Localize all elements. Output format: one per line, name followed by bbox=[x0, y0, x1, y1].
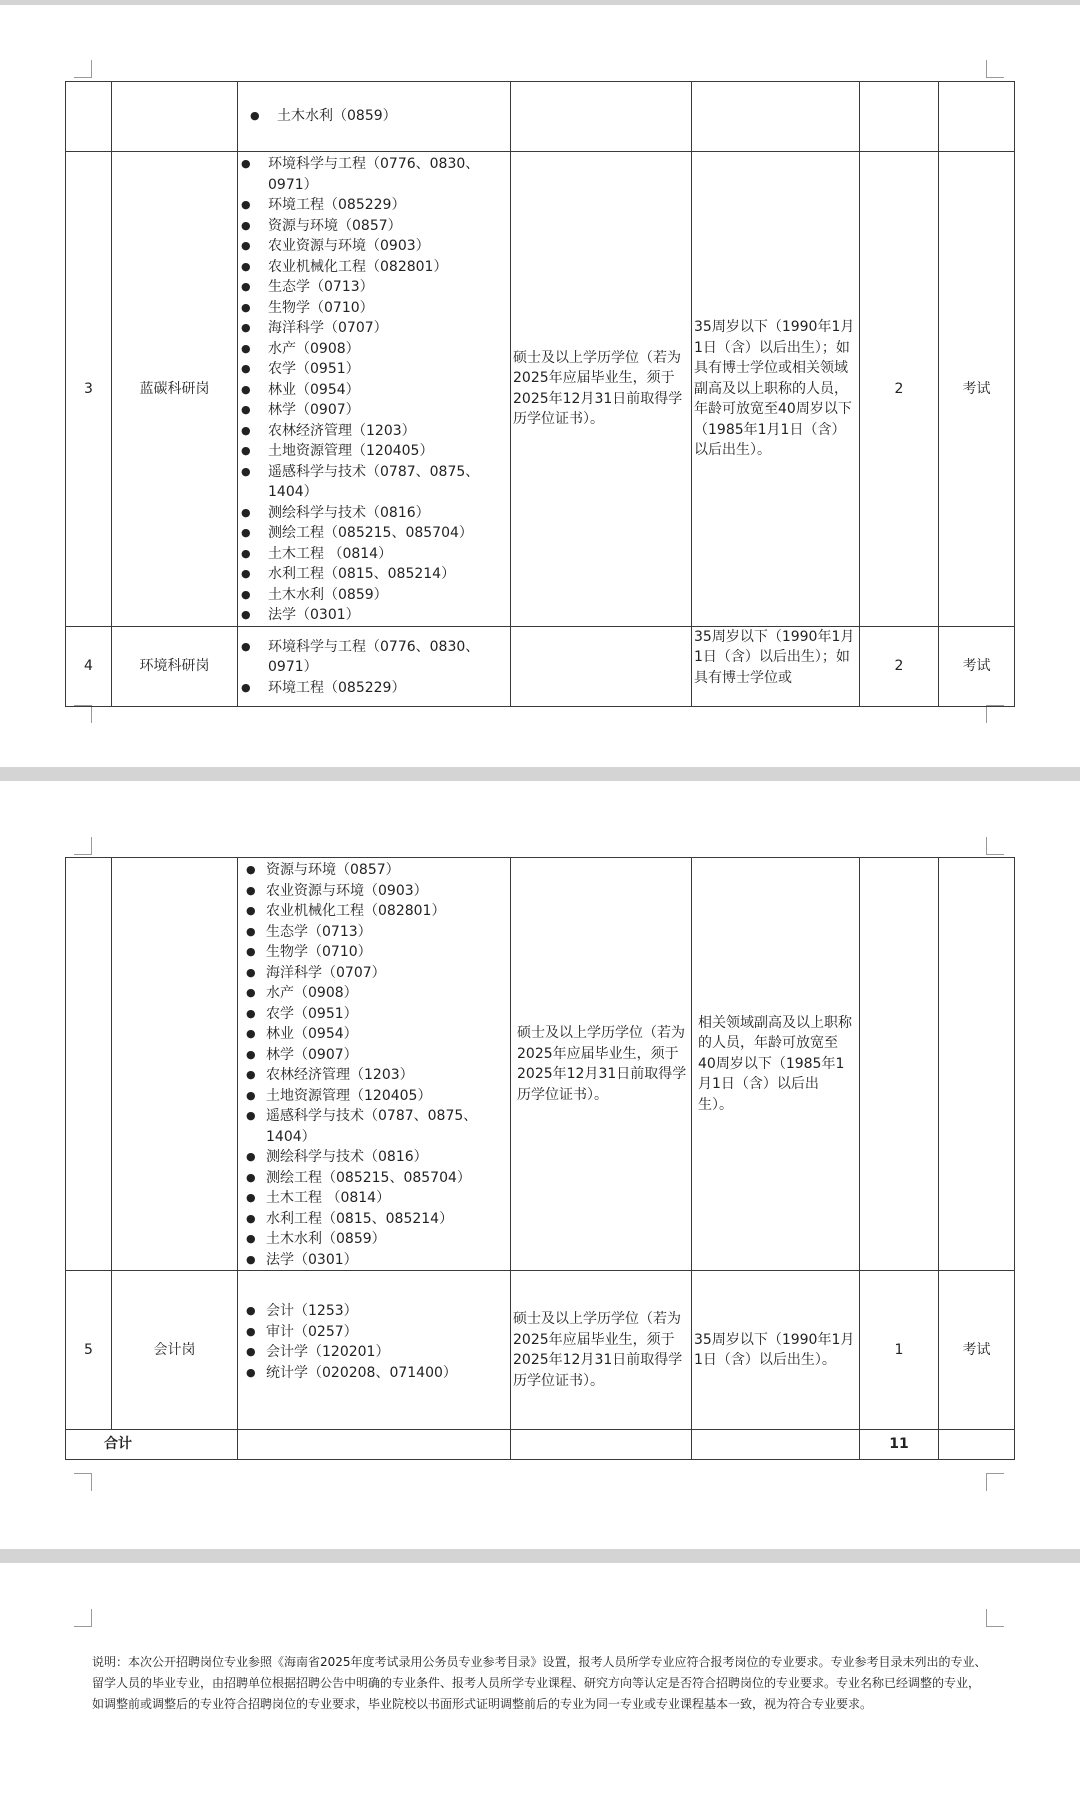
table-row bbox=[66, 82, 1015, 152]
age-cell bbox=[692, 82, 860, 152]
major-item: ● 环境工程（085229） bbox=[238, 195, 510, 216]
major-item: ● 环境科学与工程（0776、0830、0971） bbox=[238, 637, 510, 678]
majors-cell bbox=[238, 858, 511, 1271]
major-item: ● 法学（0301） bbox=[238, 1250, 510, 1271]
major-item: ● 农业资源与环境（0903） bbox=[238, 881, 510, 902]
page-corner-mark bbox=[74, 1609, 92, 1627]
major-item: ● 海洋科学（0707） bbox=[238, 963, 510, 984]
major-item: ● 生态学（0713） bbox=[238, 277, 510, 298]
position-cell bbox=[112, 858, 238, 1271]
education-cell bbox=[511, 1430, 692, 1460]
position-name: 环境科研岗 bbox=[112, 626, 238, 706]
major-item: ● 农林经济管理（1203） bbox=[238, 421, 510, 442]
major-item: ● 土木工程 （0814） bbox=[238, 1188, 510, 1209]
education-requirement: 硕士及以上学历学位（若为2025年应届毕业生，须于2025年12月31日前取得学历学位证书）。 bbox=[511, 152, 692, 627]
age-requirement: 35周岁以下（1990年1月1日（含）以后出生）。 bbox=[692, 1271, 860, 1430]
major-item: ● 遥感科学与技术（0787、0875、1404） bbox=[238, 462, 510, 503]
majors-list bbox=[238, 1301, 510, 1383]
major-item: ● 会计（1253） bbox=[238, 1301, 510, 1322]
age-cell bbox=[692, 1430, 860, 1460]
major-item: ● 土木水利（0859） bbox=[238, 585, 510, 606]
page-separator-1 bbox=[0, 767, 1080, 781]
major-item: ● 遥感科学与技术（0787、0875、1404） bbox=[238, 1106, 510, 1147]
majors-list bbox=[238, 860, 510, 1270]
table-row bbox=[66, 626, 1015, 706]
major-item: ● 审计（0257） bbox=[238, 1322, 510, 1343]
recruit-method: 考试 bbox=[939, 152, 1015, 627]
major-item: ● 林学（0907） bbox=[238, 1045, 510, 1066]
total-count: 11 bbox=[860, 1430, 939, 1460]
table-row bbox=[66, 152, 1015, 627]
major-item: ● 土地资源管理（120405） bbox=[238, 1086, 510, 1107]
count-cell bbox=[860, 82, 939, 152]
major-item: ● 土木工程 （0814） bbox=[238, 544, 510, 565]
major-item: ● 海洋科学（0707） bbox=[238, 318, 510, 339]
age-requirement: 35周岁以下（1990年1月1日（含）以后出生）；如具有博士学位或 bbox=[692, 626, 860, 706]
total-label: 合计 bbox=[66, 1430, 238, 1460]
majors-cell bbox=[238, 626, 511, 706]
major-item: ● 水产（0908） bbox=[238, 983, 510, 1004]
major-item: ● 农学（0951） bbox=[238, 1004, 510, 1025]
major-item: ● 资源与环境（0857） bbox=[238, 860, 510, 881]
major-item: ● 农林经济管理（1203） bbox=[238, 1065, 510, 1086]
page-corner-mark bbox=[986, 837, 1004, 855]
majors-cell bbox=[238, 82, 511, 152]
major-item: ● 资源与环境（0857） bbox=[238, 216, 510, 237]
recruit-method: 考试 bbox=[939, 626, 1015, 706]
age-requirement: 35周岁以下（1990年1月1日（含）以后出生）；如具有博士学位或相关领域副高及以上职称的人员，年龄可放宽至40周岁以下（1985年1月1日（含）以后出生）。 bbox=[692, 152, 860, 627]
education-cell bbox=[511, 626, 692, 706]
method-cell bbox=[939, 82, 1015, 152]
major-item: ● 生物学（0710） bbox=[238, 298, 510, 319]
document-page-2 bbox=[0, 781, 1080, 1549]
major-item: ● 会计学（120201） bbox=[238, 1342, 510, 1363]
row-number: 4 bbox=[66, 626, 112, 706]
method-cell bbox=[939, 1430, 1015, 1460]
majors-list bbox=[238, 154, 510, 626]
recruit-count: 2 bbox=[860, 626, 939, 706]
page-corner-mark bbox=[74, 837, 92, 855]
major-item: ● 农业机械化工程（082801） bbox=[238, 901, 510, 922]
major-item: ● 统计学（020208、071400） bbox=[238, 1363, 510, 1384]
recruitment-table-page-2 bbox=[65, 857, 1015, 1460]
recruit-method: 考试 bbox=[939, 1271, 1015, 1430]
major-item: ● 农学（0951） bbox=[238, 359, 510, 380]
num-cell bbox=[66, 82, 112, 152]
row-number: 5 bbox=[66, 1271, 112, 1430]
method-cell bbox=[939, 858, 1015, 1271]
majors-cell bbox=[238, 152, 511, 627]
major-item: ● 测绘科学与技术（0816） bbox=[238, 503, 510, 524]
majors-list bbox=[238, 637, 510, 699]
major-item: ● 林学（0907） bbox=[238, 400, 510, 421]
table-row-total bbox=[66, 1430, 1015, 1460]
major-item: ● 法学（0301） bbox=[238, 605, 510, 626]
major-item: ● 农业资源与环境（0903） bbox=[238, 236, 510, 257]
major-item: ● 土木水利（0859） bbox=[238, 1229, 510, 1250]
page-corner-mark bbox=[986, 60, 1004, 78]
major-item: ● 生态学（0713） bbox=[238, 922, 510, 943]
age-requirement: 相关领域副高及以上职称的人员，年龄可放宽至40周岁以下（1985年1月1日（含）以后出生）。 bbox=[692, 858, 860, 1271]
majors-list bbox=[247, 106, 510, 127]
row-number: 3 bbox=[66, 152, 112, 627]
recruitment-table-page-1 bbox=[65, 81, 1015, 707]
major-item: ● 测绘工程（085215、085704） bbox=[238, 523, 510, 544]
major-item: ● 林业（0954） bbox=[238, 380, 510, 401]
position-cell bbox=[112, 82, 238, 152]
major-item: ● 生物学（0710） bbox=[238, 942, 510, 963]
page-corner-mark bbox=[986, 705, 1004, 723]
num-cell bbox=[66, 858, 112, 1271]
page-separator-2 bbox=[0, 1549, 1080, 1563]
major-item: ● 水产（0908） bbox=[238, 339, 510, 360]
major-item: ● 测绘科学与技术（0816） bbox=[238, 1147, 510, 1168]
note-text: 说明：本次公开招聘岗位专业参照《海南省2025年度考试录用公务员专业参考目录》设置，报考人员所学专业应符合报考岗位的专业要求。专业参考目录未列出的专业、留学人员的毕业专业，由招聘单位根据招聘公告中明确的专业条件、报考人员所学专业课程、研究方向等认定是否符合招聘岗位的专业要求。专业名称已经调整的专业，如调整前或调整后的专业符合招聘岗位的专业要求，毕业院校以书面形式证明调整前后的专业为同一专业或专业课程基本一致，视为符合专业要求。 bbox=[92, 1655, 987, 1711]
major-item: ● 土木水利（0859） bbox=[247, 106, 510, 127]
majors-cell bbox=[238, 1271, 511, 1430]
major-item: ● 林业（0954） bbox=[238, 1024, 510, 1045]
page-corner-mark bbox=[74, 60, 92, 78]
page-corner-mark bbox=[74, 705, 92, 723]
position-name: 蓝碳科研岗 bbox=[112, 152, 238, 627]
education-cell bbox=[511, 82, 692, 152]
major-item: ● 环境工程（085229） bbox=[238, 678, 510, 699]
page-corner-mark bbox=[74, 1473, 92, 1491]
document-page-1 bbox=[0, 5, 1080, 767]
education-requirement: 硕士及以上学历学位（若为2025年应届毕业生，须于2025年12月31日前取得学历学位证书）。 bbox=[511, 1271, 692, 1430]
education-requirement: 硕士及以上学历学位（若为2025年应届毕业生，须于2025年12月31日前取得学历学位证书）。 bbox=[511, 858, 692, 1271]
major-item: ● 水利工程（0815、085214） bbox=[238, 564, 510, 585]
major-item: ● 土地资源管理（120405） bbox=[238, 441, 510, 462]
recruit-count: 2 bbox=[860, 152, 939, 627]
page-corner-mark bbox=[986, 1609, 1004, 1627]
position-name: 会计岗 bbox=[112, 1271, 238, 1430]
major-item: ● 农业机械化工程（082801） bbox=[238, 257, 510, 278]
table-row bbox=[66, 858, 1015, 1271]
table-row bbox=[66, 1271, 1015, 1430]
major-item: ● 环境科学与工程（0776、0830、0971） bbox=[238, 154, 510, 195]
count-cell bbox=[860, 858, 939, 1271]
recruit-count: 1 bbox=[860, 1271, 939, 1430]
majors-cell bbox=[238, 1430, 511, 1460]
page-corner-mark bbox=[986, 1473, 1004, 1491]
major-item: ● 水利工程（0815、085214） bbox=[238, 1209, 510, 1230]
major-item: ● 测绘工程（085215、085704） bbox=[238, 1168, 510, 1189]
